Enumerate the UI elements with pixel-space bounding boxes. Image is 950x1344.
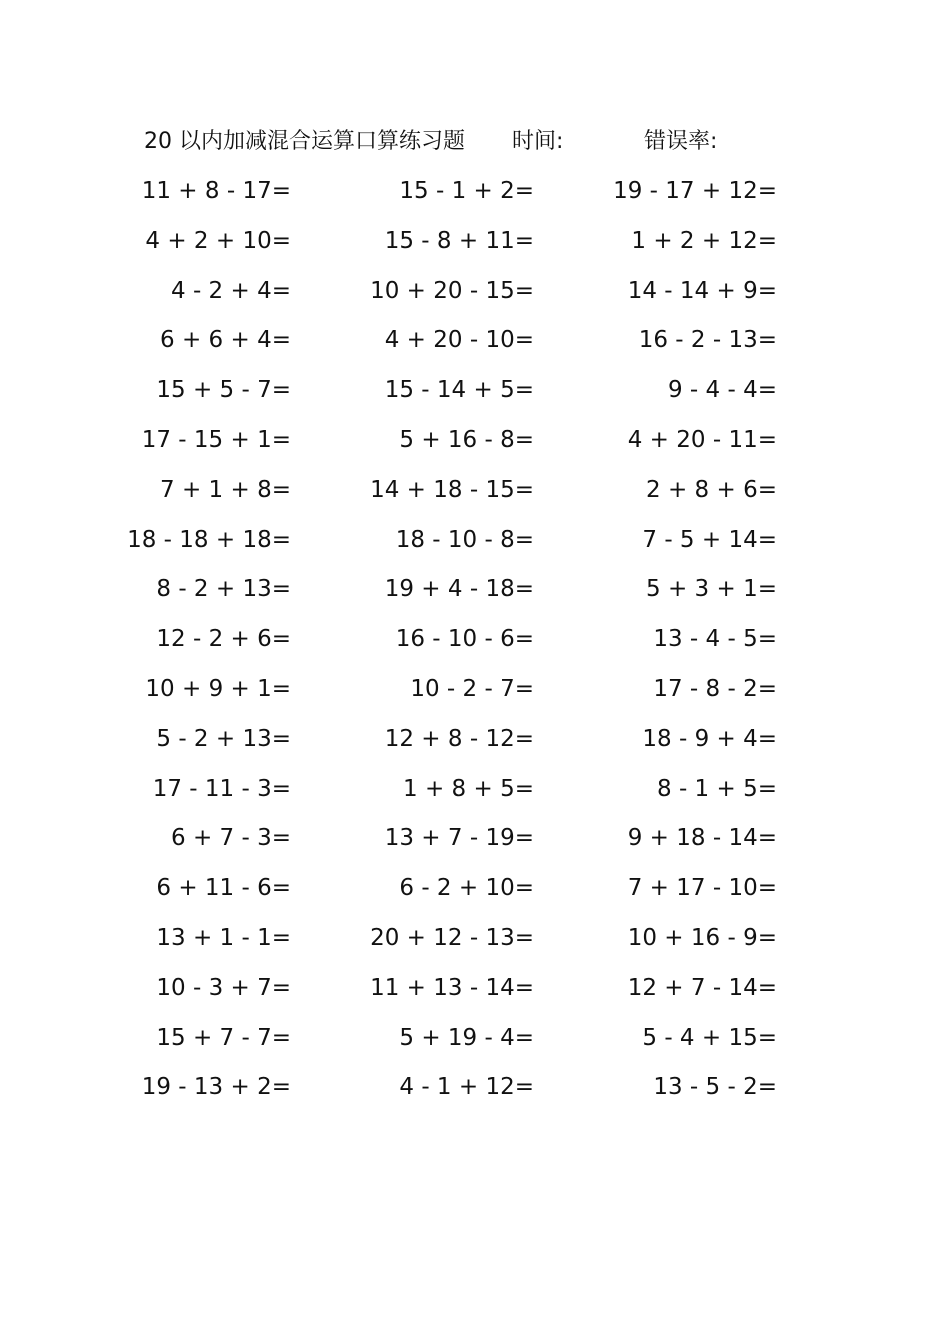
math-problem: 11 + 8 - 17= (141, 178, 291, 204)
time-label: 时间: (512, 129, 564, 154)
problem-row (0, 867, 950, 917)
problem-row (0, 718, 950, 768)
math-problem: 13 + 1 - 1= (156, 924, 291, 951)
math-problem: 19 + 4 - 18= (384, 576, 534, 603)
math-problem: 10 + 20 - 15= (370, 277, 534, 304)
math-problem: 4 - 1 + 12= (399, 1074, 534, 1101)
problem-row (0, 1017, 950, 1067)
math-problem: 13 - 5 - 2= (653, 1074, 777, 1101)
math-problem: 5 - 2 + 13= (156, 725, 291, 752)
math-problem: 10 - 3 + 7= (156, 974, 291, 1001)
math-problem: 6 - 2 + 10= (399, 875, 534, 902)
problem-row (0, 270, 950, 320)
problem-row (0, 1066, 950, 1116)
math-problem: 15 - 14 + 5= (384, 377, 534, 404)
math-problem: 19 - 13 + 2= (141, 1074, 291, 1101)
problem-row (0, 568, 950, 618)
math-problem: 10 - 2 - 7= (410, 675, 534, 702)
problem-grid (0, 170, 950, 1116)
problem-row (0, 519, 950, 569)
math-problem: 14 - 14 + 9= (627, 277, 777, 304)
math-problem: 18 - 10 - 8= (395, 526, 534, 553)
math-problem: 13 + 7 - 19= (384, 825, 534, 852)
math-problem: 7 + 17 - 10= (627, 875, 777, 902)
math-problem: 17 - 8 - 2= (653, 675, 777, 702)
math-problem: 9 - 4 - 4= (667, 377, 777, 404)
math-problem: 10 + 16 - 9= (627, 924, 777, 951)
math-problem: 5 + 16 - 8= (399, 426, 534, 453)
math-problem: 16 - 2 - 13= (638, 327, 777, 354)
math-problem: 1 + 2 + 12= (631, 227, 777, 254)
math-problem: 17 - 11 - 3= (152, 775, 291, 802)
math-problem: 15 + 7 - 7= (156, 1024, 291, 1051)
math-problem: 4 - 2 + 4= (171, 277, 291, 304)
problem-row (0, 768, 950, 818)
math-problem: 7 + 1 + 8= (160, 476, 291, 503)
math-problem: 18 - 18 + 18= (127, 526, 291, 553)
math-problem: 5 - 4 + 15= (642, 1024, 777, 1051)
math-problem: 11 + 13 - 14= (370, 974, 534, 1001)
math-problem: 10 + 9 + 1= (145, 675, 291, 702)
math-problem: 2 + 8 + 6= (646, 476, 777, 503)
math-problem: 12 - 2 + 6= (156, 626, 291, 653)
math-problem: 20 + 12 - 13= (370, 924, 534, 951)
math-problem: 1 + 8 + 5= (403, 775, 534, 802)
problem-row (0, 220, 950, 270)
problem-row (0, 369, 950, 419)
math-problem: 6 + 11 - 6= (156, 875, 291, 902)
problem-row (0, 319, 950, 369)
math-problem: 9 + 18 - 14= (627, 825, 777, 852)
problem-row (0, 817, 950, 867)
problem-row (0, 170, 950, 220)
problem-row (0, 618, 950, 668)
math-problem: 16 - 10 - 6= (395, 626, 534, 653)
math-problem: 17 - 15 + 1= (141, 426, 291, 453)
math-problem: 5 + 3 + 1= (646, 576, 777, 603)
math-problem: 14 + 18 - 15= (370, 476, 534, 503)
math-problem: 6 + 6 + 4= (160, 327, 291, 354)
math-problem: 6 + 7 - 3= (171, 825, 291, 852)
math-problem: 8 - 2 + 13= (156, 576, 291, 603)
problem-row (0, 668, 950, 718)
math-problem: 12 + 7 - 14= (627, 974, 777, 1001)
math-problem: 4 + 2 + 10= (145, 227, 291, 254)
error-rate-label: 错误率: (644, 129, 718, 154)
math-problem: 18 - 9 + 4= (642, 725, 777, 752)
problem-row (0, 469, 950, 519)
worksheet-title: 20 以内加减混合运算口算练习题 (144, 129, 465, 154)
math-problem: 19 - 17 + 12= (613, 178, 777, 204)
math-problem: 7 - 5 + 14= (642, 526, 777, 553)
math-problem: 5 + 19 - 4= (399, 1024, 534, 1051)
math-problem: 15 + 5 - 7= (156, 377, 291, 404)
problem-row (0, 917, 950, 967)
problem-row (0, 419, 950, 469)
math-problem: 4 + 20 - 10= (384, 327, 534, 354)
math-problem: 13 - 4 - 5= (653, 626, 777, 653)
problem-row (0, 967, 950, 1017)
math-problem: 4 + 20 - 11= (627, 426, 777, 453)
math-problem: 15 - 1 + 2= (399, 178, 534, 204)
math-problem: 15 - 8 + 11= (384, 227, 534, 254)
math-problem: 12 + 8 - 12= (384, 725, 534, 752)
math-problem: 8 - 1 + 5= (657, 775, 777, 802)
